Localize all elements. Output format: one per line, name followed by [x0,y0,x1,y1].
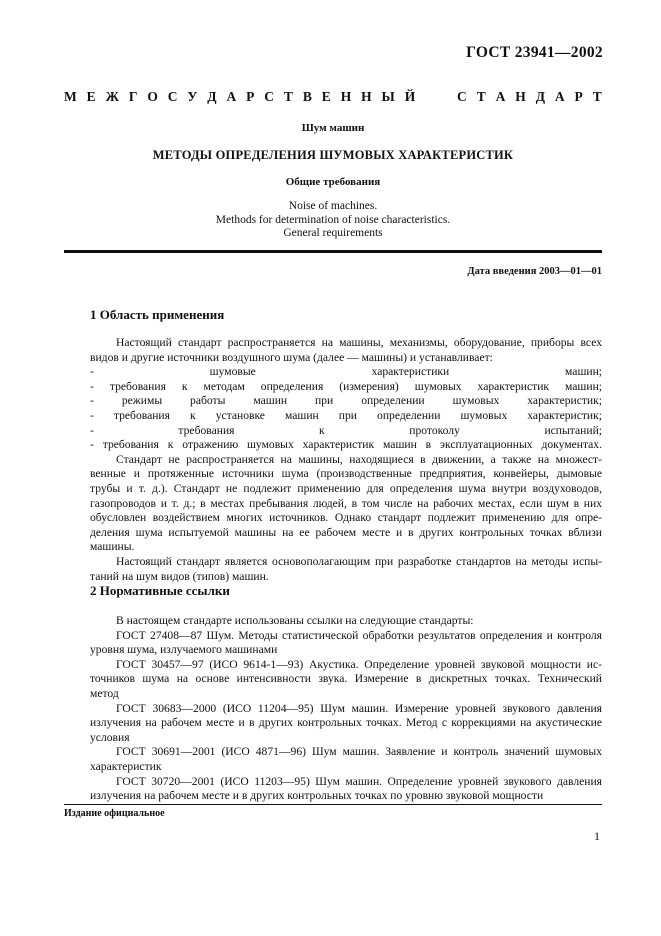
body-line: - требования к протоколу испытаний; [90,423,602,437]
interstate-letter: Р [246,89,255,104]
title-english-line: General requirements [283,227,383,239]
standard-letter: А [554,89,565,104]
standard-letter: А [495,89,506,104]
section-2-body [90,614,602,804]
section-1-body [90,336,602,584]
body-line: трубы и т. д.). Стандарт не подлежит применению для определения шума внутри воздуховодов, [90,481,602,495]
title-main: МЕТОДЫ ОПРЕДЕЛЕНИЯ ШУМОВЫХ ХАРАКТЕРИСТИК [152,148,514,162]
standard-letter: Т [592,89,602,104]
title-divider [64,250,602,253]
interstate-letter: Т [283,89,293,104]
standard-letter: Т [476,89,486,104]
interstate-letter: Н [361,89,372,104]
body-line: ГОСТ 30683—2000 (ИСО 11204—95) Шум машин. Измерение уровней звукового давления [116,701,602,715]
interstate-letter: С [264,89,275,104]
body-line: - шумовые характеристики машин; [90,365,602,379]
interstate-letter: Г [128,89,138,104]
interstate-letter: Е [321,89,331,104]
page-number: 1 [594,829,600,843]
title-english-line: Noise of machines. [288,200,378,212]
standard-letter: Н [515,89,526,104]
body-line: В настоящем стандарте использованы ссылки на следующие стандарты: [116,614,474,627]
introduction-date: Дата введения 2003—01—01 [467,266,602,277]
interstate-letter: С [167,89,178,104]
body-line: ГОСТ 30457—97 (ИСО 9614-1—93) Акустика. Определение уровней звуковой мощности ис- [116,657,602,671]
body-line: характеристик [90,759,162,773]
word-gap [425,89,447,105]
document-number: ГОСТ 23941—2002 [466,44,603,61]
body-line: излучения на рабочем месте и в других контрольных точках. Метод с коррекциями на акустические [90,716,602,730]
body-line: - требования к отражению шумовых характеристик машин в эксплуатационных документах. [90,438,602,452]
body-line: точников шума на основе интенсивности звука. Измерение в дискретных точках. Технический [90,672,602,686]
body-line: Настоящий стандарт является основополагающим при разработке стандартов на методы испы- [116,554,602,568]
interstate-standard-heading [64,89,602,105]
standard-letter: Д [535,89,545,104]
body-line: - требования к методам определения (измерения) шумовых характеристик машин; [90,379,602,393]
body-line: - требования к установке машин при определении шумовых характеристик; [90,408,602,422]
title-english [64,200,602,241]
title-general: Общие требования [285,176,381,188]
title-subject: Шум машин [301,122,365,134]
section-1-title: 1 Область применения [90,307,225,322]
interstate-letter: Ж [105,89,119,104]
body-line: условия [90,730,130,744]
interstate-letter: О [147,89,158,104]
interstate-letter: Е [86,89,96,104]
body-line: таний на шум видов (типов) машин. [90,569,269,583]
interstate-letter: Й [404,89,416,104]
body-line: газопроводов и т. д.; в местах пребывания людей, в том числе на рабочих местах, если шум в них [90,496,602,510]
official-edition-label: Издание официальное [64,808,165,819]
body-line: - режимы работы машин при определении шумовых характеристик; [90,394,602,408]
footer-divider [64,804,602,805]
body-line: деления шума испытуемой машины на ее рабочем месте и в других контрольных точках вблизи [90,525,602,539]
body-line: видов и другие источники воздушного шума (далее — машины) и устанавливает: [90,350,493,364]
body-line: ГОСТ 27408—87 Шум. Методы статистической обработки результатов определения и контроля [116,628,602,642]
standard-letter: Р [574,89,583,104]
body-line: излучения на рабочем месте и в других контрольных точках по уровню звуковой мощности [90,789,544,803]
body-line: венные и протяженные источники шума (производственные предприятия, конвейеры, дымовые [90,467,602,481]
interstate-letter: М [64,89,77,104]
body-line: Настоящий стандарт распространяется на машины, механизмы, оборудование, приборы всех [116,336,602,349]
title-english-line: Methods for determination of noise characteristics. [215,213,451,226]
interstate-letter: У [187,89,198,104]
section-2-title: 2 Нормативные ссылки [90,583,230,598]
interstate-letter: В [302,89,312,104]
interstate-letter: А [226,89,237,104]
interstate-letter: Ы [381,89,395,104]
body-line: ГОСТ 30720—2001 (ИСО 11203—95) Шум машин. Определение уровней звукового давления [116,774,602,788]
body-line: метод [90,686,119,700]
body-line: машины. [90,540,135,554]
body-line: уровня шума, излучаемого машинами [90,643,278,657]
body-line: Стандарт не распространяется на машины, находящиеся в движении, а также на множест- [116,452,602,466]
standard-letter: С [457,89,467,104]
interstate-letter: Д [207,89,217,104]
body-line: обусловлен воздействием многих источников. Однако стандарт подлежит применению для опре- [90,511,602,525]
interstate-letter: Н [340,89,352,104]
body-line: ГОСТ 30691—2001 (ИСО 4871—96) Шум машин. Заявление и контроль значений шумовых [116,745,602,759]
